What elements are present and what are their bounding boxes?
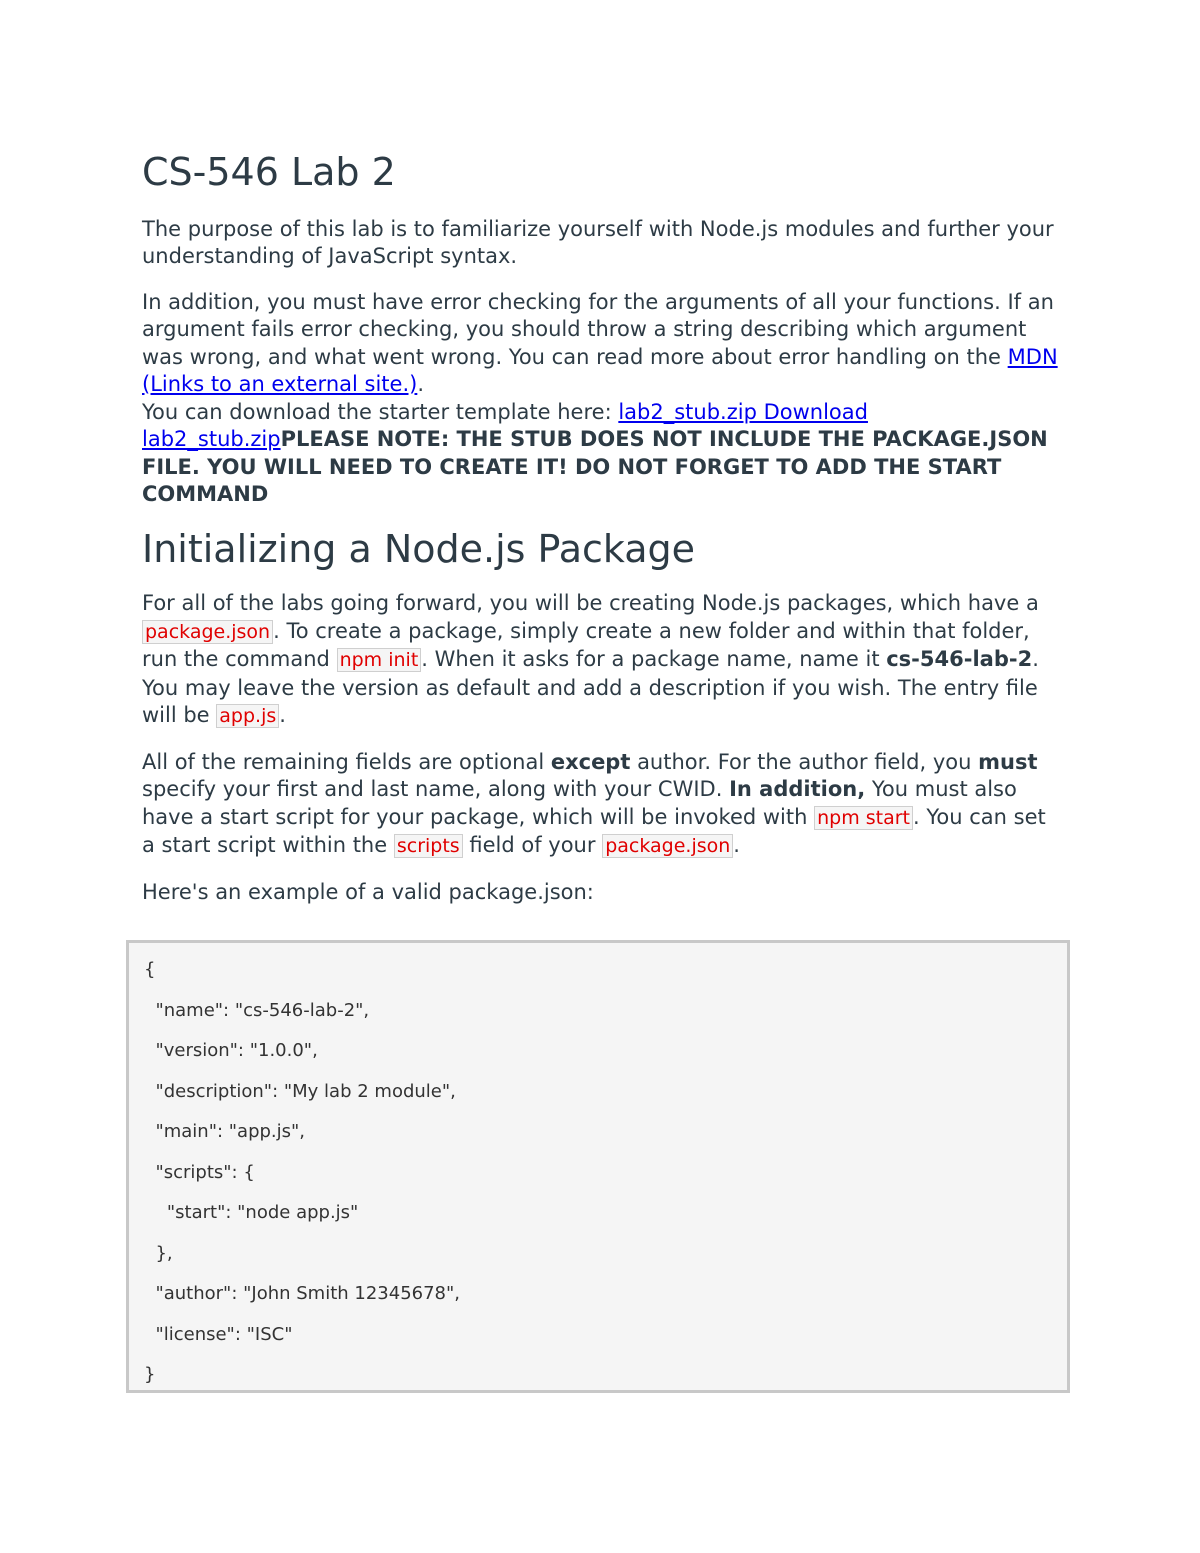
bold-in-addition: In addition, xyxy=(729,777,866,802)
code-lines xyxy=(129,943,1067,1396)
inline-code-package-json: package.json xyxy=(602,834,733,858)
lab2-stub-download-link[interactable]: lab2_stub.zip Download lab2_stub.zip xyxy=(142,399,868,452)
code-line: "scripts": { xyxy=(144,1161,255,1183)
error-handling-text: In addition, you must have error checking for the arguments of all your functions. If an argument fails error checking, you should throw a string describing which argument was wrong, and what went wrong. You can read more about error handling on the xyxy=(142,289,1054,369)
inline-code-package-json: package.json xyxy=(142,620,273,644)
package-paragraph xyxy=(142,590,1062,731)
text: All of the remaining fields are optional xyxy=(142,749,551,774)
text: . When it asks for a package name, name it xyxy=(421,647,887,672)
text: . xyxy=(279,703,286,728)
download-text: You can download the starter template here: xyxy=(142,399,619,424)
code-line: "main": "app.js", xyxy=(144,1121,306,1142)
code-line: "start": "node app.js" xyxy=(144,1202,359,1223)
code-line: "license": "ISC" xyxy=(144,1323,293,1345)
code-line: { xyxy=(144,959,156,980)
text: . You can set a start script within the xyxy=(142,804,1046,858)
text: For all of the labs going forward, you will be creating Node.js packages, which have a xyxy=(142,591,1039,616)
text: . You may leave the version as default and add a description if you wish. The entry file will be xyxy=(142,647,1039,728)
bold-must: must xyxy=(978,749,1038,774)
inline-code-npm-start: npm start xyxy=(814,806,913,830)
author-paragraph xyxy=(142,749,1062,861)
document-body xyxy=(142,150,1062,924)
text: You must also have a start script for your package, which will be invoked with xyxy=(142,777,1017,829)
error-handling-paragraph xyxy=(142,289,1062,399)
text: field of your xyxy=(462,833,603,858)
code-line: }, xyxy=(144,1242,173,1264)
code-block xyxy=(126,940,1070,1393)
text: author. For the author field, you xyxy=(630,749,979,774)
bold-except: except xyxy=(550,749,631,774)
mdn-link[interactable]: MDN (Links to an external site.) xyxy=(142,344,1058,397)
period: . xyxy=(417,372,424,397)
code-line: "version": "1.0.0", xyxy=(144,1040,318,1061)
intro-paragraph: The purpose of this lab is to familiarize yourself with Node.js modules and further your understanding of JavaScript syntax. xyxy=(142,216,1054,269)
code-line: "description": "My lab 2 module", xyxy=(144,1080,456,1102)
text: . xyxy=(733,833,740,858)
inline-code-scripts: scripts xyxy=(394,834,463,858)
code-line: "author": "John Smith 12345678", xyxy=(144,1283,461,1304)
download-paragraph xyxy=(142,399,1062,509)
text: specify your first and last name, along with your CWID. xyxy=(142,777,730,802)
text: . To create a package, simply create a new folder and within that folder, run the command xyxy=(142,618,1030,672)
stub-note: PLEASE NOTE: THE STUB DOES NOT INCLUDE THE PACKAGE.JSON FILE. YOU WILL NEED TO CREATE IT! DO NOT FORGET TO ADD THE START COMMAND xyxy=(142,427,1048,507)
code-line: "name": "cs-546-lab-2", xyxy=(144,999,370,1021)
code-line: } xyxy=(144,1364,156,1385)
inline-code-app-js: app.js xyxy=(216,704,279,728)
page-title: CS-546 Lab 2 xyxy=(142,150,396,194)
package-name-bold: cs-546-lab-2 xyxy=(886,647,1033,672)
inline-code-npm-init: npm init xyxy=(337,648,422,672)
example-intro: Here's an example of a valid package.json: xyxy=(142,879,594,904)
section-heading: Initializing a Node.js Package xyxy=(142,526,696,571)
